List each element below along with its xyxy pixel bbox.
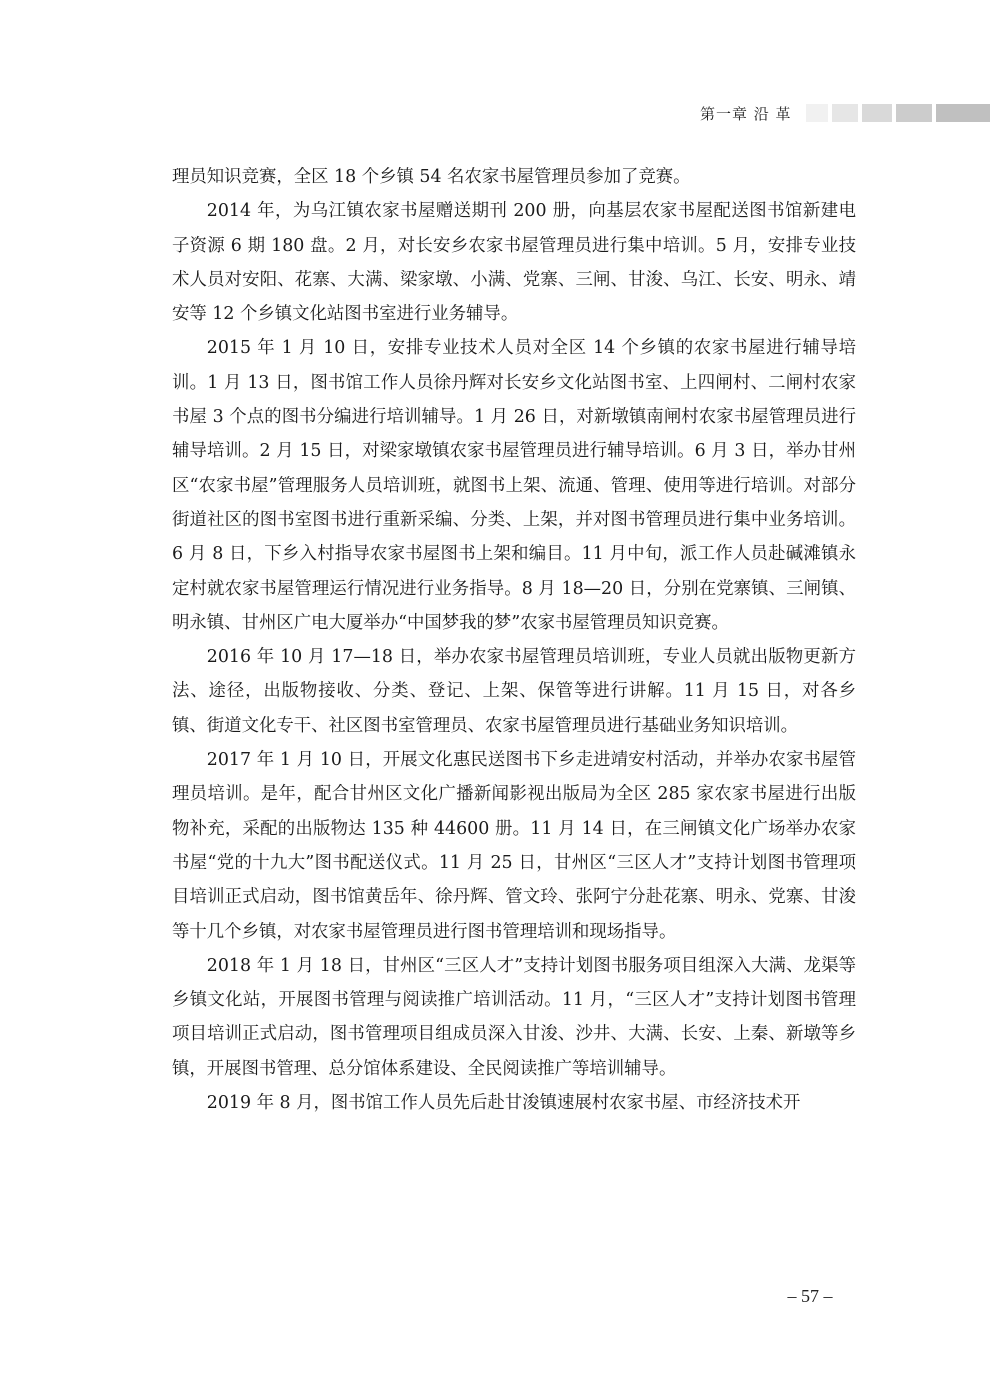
paragraph-2014: 2014 年，为乌江镇农家书屋赠送期刊 200 册，向基层农家书屋配送图书馆新建电子资源 6 期 180 盘。2 月，对长安乡农家书屋管理员进行集中培训。5 月，安排专业技术人员对安阳、花寨、大满、梁家墩、小满、党寨、三闸、甘浚、乌江、长安、明永、靖安等 12 个乡镇文化站图书室进行业务辅导。 xyxy=(172,201,856,325)
paragraph-2019: 2019 年 8 月，图书馆工作人员先后赴甘浚镇速展村农家书屋、市经济技术开 xyxy=(206,1093,801,1114)
header-bar-4 xyxy=(896,104,932,122)
page-number: – 57 – xyxy=(787,1286,833,1306)
running-header xyxy=(700,102,990,124)
paragraph-2016: 2016 年 10 月 17—18 日，举办农家书屋管理员培训班，专业人员就出版物更新方法、途径，出版物接收、分类、登记、上架、保管等进行讲解。11 月 15 日，对各乡镇、街道文化专干、社区图书室管理员、农家书屋管理员进行基础业务知识培训。 xyxy=(172,647,856,736)
paragraph-continued: 理员知识竞赛，全区 18 个乡镇 54 名农家书屋管理员参加了竞赛。 xyxy=(172,167,691,187)
header-bar-5 xyxy=(936,104,990,122)
header-bar-1 xyxy=(806,104,828,122)
paragraph-2017: 2017 年 1 月 10 日，开展文化惠民送图书下乡走进靖安村活动，并举办农家书屋管理员培训。是年，配合甘州区文化广播新闻影视出版局为全区 285 家农家书屋进行出版物补充，采配的出版物达 135 种 44600 册。11 月 14 日，在三闸镇文化广场举办农家书屋“党的十九大”图书配送仪式。11 月 25 日，甘州区“三区人才”支持计划图书管理项目培训正式启动，图书馆黄岳年、徐丹辉、管文玲、张阿宁分赴花寨、明永、党寨、甘浚等十几个乡镇，对农家书屋管理员进行图书管理培训和现场指导。 xyxy=(172,750,856,942)
chapter-title: 第一章 沿 革 xyxy=(700,104,792,123)
body-text xyxy=(172,160,856,1120)
header-decoration-bars xyxy=(806,104,990,122)
paragraph-2018: 2018 年 1 月 18 日，甘州区“三区人才”支持计划图书服务项目组深入大满、龙渠等乡镇文化站，开展图书管理与阅读推广培训活动。11 月，“三区人才”支持计划图书管理项目培训正式启动，图书管理项目组成员深入甘浚、沙井、大满、长安、上秦、新墩等乡镇，开展图书管理、总分馆体系建设、全民阅读推广等培训辅导。 xyxy=(172,955,856,1079)
header-bar-3 xyxy=(862,104,892,122)
header-bar-2 xyxy=(832,104,858,122)
paragraph-2015: 2015 年 1 月 10 日，安排专业技术人员对全区 14 个乡镇的农家书屋进行辅导培训。1 月 13 日，图书馆工作人员徐丹辉对长安乡文化站图书室、上四闸村、二闸村农家书屋 3 个点的图书分编进行培训辅导。1 月 26 日，对新墩镇南闸村农家书屋管理员进行辅导培训。2 月 15 日，对梁家墩镇农家书屋管理员进行辅导培训。6 月 3 日，举办甘州区“农家书屋”管理服务人员培训班，就图书上架、流通、管理、使用等进行培训。对部分街道社区的图书室图书进行重新采编、分类、上架，并对图书管理员进行集中业务培训。6 月 8 日，下乡入村指导农家书屋图书上架和编目。11 月中旬，派工作人员赴碱滩镇永定村就农家书屋管理运行情况进行业务指导。8 月 18—20 日，分别在党寨镇、三闸镇、明永镇、甘州区广电大厦举办“中国梦我的梦”农家书屋管理员知识竞赛。 xyxy=(172,338,856,633)
